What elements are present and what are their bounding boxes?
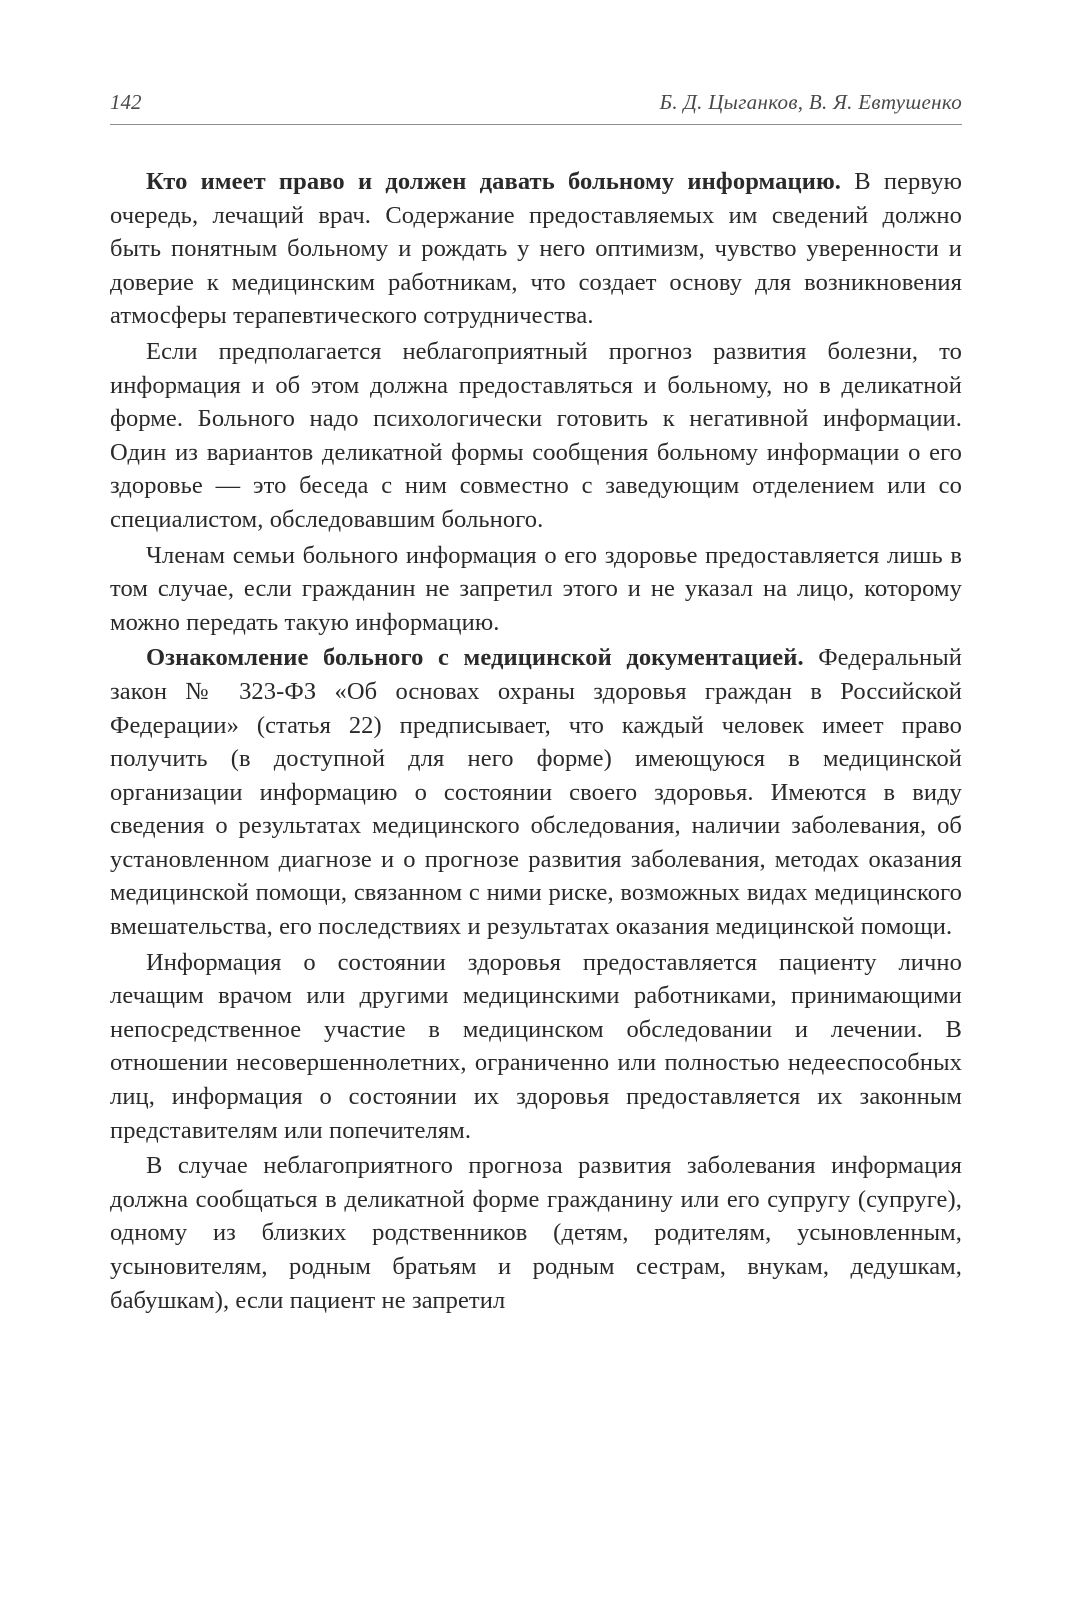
- paragraph: [110, 946, 962, 1148]
- paragraph-text: В случае неблагоприятного прогноза развития заболевания информация должна сообщаться в деликатной форме гражданину или его супругу (супруге), одному из близких родственников (детям, родителям, усыновленным, усыновителям, родным братьям и родным сестрам, внукам, дедушкам, бабушкам), если пациент не запретил: [110, 1152, 962, 1314]
- paragraph-lead-heading: Кто имеет право и должен давать больному информацию.: [146, 168, 842, 195]
- running-header: [110, 80, 962, 125]
- paragraph-text: Информация о состоянии здоровья предоставляется пациенту лично лечащим врачом или другими медицинскими работниками, принимающими непосредственное участие в медицинском обследовании и лечении. В отношении несовершеннолетних, ограниченно или полностью недееспособных лиц, информация о состоянии их здоровья предоставляется их законным представителям или попечителям.: [110, 948, 962, 1144]
- book-page: [110, 80, 962, 1319]
- paragraph-lead-heading: Ознакомление больного с медицинской документацией.: [146, 644, 804, 672]
- paragraph-text: Если предполагается неблагоприятный прогноз развития болезни, то информация и об этом должна предоставляться и больному, но в деликатной форме. Больного надо психологически готовить к негативной информации. Один из вариантов деликатной формы сообщения больному информации о его здоровье — это беседа с ним совместно с заведующим отделением или со специалистом, обследовавшим больного.: [110, 337, 962, 533]
- paragraph: [110, 165, 962, 333]
- paragraph-text: Членам семьи больного информация о его здоровье предоставляется лишь в том случае, если гражданин не запретил этого и не указал на лицо, которому можно передать такую информацию.: [110, 541, 962, 636]
- paragraph-text: В первую очередь, лечащий врач. Содержание предоставляемых им сведений должно быть понятным больному и рождать у него оптимизм, чувство уверенности и доверие к медицинским работникам, что создает основу для возникновения атмосферы терапевтического сотрудничества.: [110, 168, 962, 330]
- page-number: 142: [110, 90, 142, 114]
- paragraph: [110, 641, 962, 943]
- running-header-authors: Б. Д. Цыганков, В. Я. Евтушенко: [659, 90, 962, 114]
- paragraph: [110, 539, 962, 640]
- paragraph-text: Федеральный закон № 323-ФЗ «Об основах охраны здоровья граждан в Российской Федерации» (статья 22) предписывает, что каждый человек имеет право получить (в доступной для него форме) имеющуюся в медицинской организации информацию о состоянии своего здоровья. Имеются в виду сведения о результатах медицинского обследования, наличии заболевания, об установленном диагнозе и о прогнозе развития заболевания, методах оказания медицинской помощи, связанном с ними риске, возможных видах медицинского вмешательства, его последствиях и результатах оказания медицинской помощи.: [110, 644, 963, 941]
- paragraph: [110, 335, 962, 537]
- body-text: [110, 165, 962, 1317]
- paragraph: [110, 1149, 962, 1317]
